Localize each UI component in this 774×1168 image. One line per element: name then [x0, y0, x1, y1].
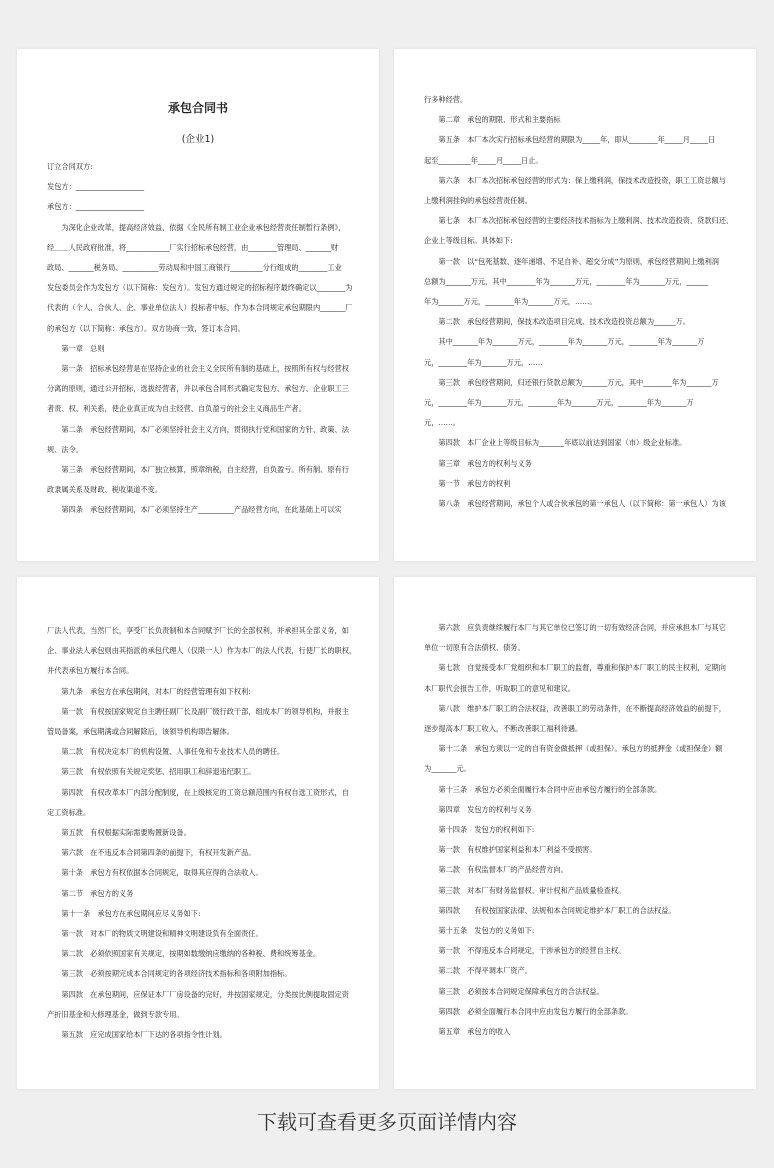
- text-line: 第三款 必须按本合同规定保障承包方的合法权益。: [438, 986, 604, 996]
- text-line: 第二条 承包经营期间，本厂必须坚持社会主义方向，贯彻执行党和国家的方针、政策、法: [61, 424, 349, 434]
- section-heading: 第二节 承包方的义务: [61, 888, 134, 898]
- text-line: 上缴利润挂钩的承包经营责任制。: [424, 196, 532, 206]
- text-line: 第一款 不得违反本合同规定，干涉承包方的经营自主权。: [438, 946, 626, 956]
- text-line: 第一款 以“包死基数、逐年递增、不足自补、超交分成”为原则，承包经营期间上缴利润: [438, 256, 719, 266]
- text-line: 第三款 对本厂有财务监督权、审计权和产品质量检查权。: [438, 885, 626, 895]
- text-line: 政隶属关系及财政、税收渠道不变。: [47, 485, 163, 495]
- text-line: 第二款 承包经营期间，保技术改造项目完成、技术改造投资总额为______万。: [438, 317, 690, 327]
- text-line: 定工资标准。: [47, 807, 91, 817]
- text-line: 第一款 有权按国家规定自主聘任副厂长及副厂级行政干部，组成本厂的领导机构，并报主: [61, 706, 349, 716]
- text-line: 产折旧基金和大修理基金，做到专款专用。: [47, 1009, 184, 1019]
- text-line: 第十一条 承包方在承包期间应尽义务如下:: [61, 908, 201, 918]
- section-heading: 第一节 承包方的权利: [438, 478, 511, 488]
- text-line: 企、事业法人承包则由其指派的承包代理人（仅限一人）作为本厂的法人代表，行使厂长的职权，: [47, 646, 357, 656]
- text-line: 第十五条 发包方的义务如下:: [438, 926, 535, 936]
- text-line: 政局、_______税务局、__________劳动局和中国工商银行_________分行组成的________工业: [47, 263, 342, 273]
- text-line: 第九条 承包方在承包期间，对本厂的经营管理有如下权利:: [61, 686, 251, 696]
- text-line: 第三款 有权依照有关规定奖惩、招用职工和辞退违纪职工。: [61, 767, 256, 777]
- text-line: 第四条 承包经营期间，本厂必须坚持生产__________产品经营方向，在此基础上可以实: [61, 505, 342, 515]
- contract-title: 承包合同书: [167, 101, 228, 115]
- text-line: 第八款 维护本厂职工的合法权益，改善职工的劳动条件，在不断提高经济效益的前提下，: [438, 703, 726, 713]
- text-line: 的承包方（以下简称：承包方）。双方协商一致，签订本合同。: [47, 323, 245, 333]
- text-line: 代表的（个人、合伙人、企、事业单位法人）投标者中标，作为本合同规定承包期限内_______厂: [47, 303, 353, 313]
- chapter-heading: 第一章 总则: [61, 343, 105, 353]
- text-line: 第三款 承包经营期间，归还银行贷款总额为_______万元，其中________年为_______万: [438, 377, 719, 387]
- text-line: 第三款 必须按期完成本合同规定的各项经济技术指标和各项附加指标。: [61, 969, 292, 979]
- text-line: 起至_________年_____月_____日止。: [424, 155, 543, 165]
- text-line: 并代表承包方履行本合同。: [47, 666, 134, 676]
- text-line: 第十三条 承包方必须全面履行本合同中应由承包方履行的全部条款。: [438, 784, 662, 794]
- text-line: 单位一切原有合法债权、债务。: [424, 643, 525, 653]
- text-line: 本厂职代会报告工作，听取职工的意见和建议。: [424, 683, 575, 693]
- chapter-heading: 第五章 承包方的收入: [438, 1027, 511, 1037]
- page-3-body: [47, 621, 357, 1045]
- text-line: 第四款 本厂企业上等级目标为_______年底以前达到国家（市）级企业标准。: [438, 438, 687, 448]
- text-line: 第一款 有权维护国家利益和本厂利益不受损害。: [438, 845, 597, 855]
- text-line: 第七款 自觉接受本厂党组织和本厂职工的监督，尊重和保护本厂职工的民主权利，定期向: [438, 663, 726, 673]
- chapter-heading: 第二章 承包的期限、形式和主要指标: [438, 115, 561, 125]
- text-line: 第五款 有权根据实际需要购置新设备。: [61, 828, 191, 838]
- text-line: 发包方：___________________: [47, 182, 145, 192]
- text-line: 为_______元。: [424, 764, 471, 774]
- text-line: 行多种经营。: [424, 95, 468, 104]
- contract-subtitle: (企业1): [181, 134, 215, 145]
- download-more-link[interactable]: 下载可查看更多页面详情内容: [257, 1110, 517, 1134]
- text-line: 第一款 对本厂的物质文明建设和精神文明建设负有全面责任。: [61, 929, 263, 939]
- text-line: 第一条 招标承包经营是在坚持企业的社会主义全民所有制的基础上，按照所有权与经营权: [61, 364, 349, 374]
- text-line: 企业上等级目标。具体如下:: [424, 236, 513, 246]
- text-line: 第四款 有权按国家法律、法规和本合同规定维护本厂职工的合法权益。: [438, 905, 676, 915]
- text-line: 第五条 本厂本次实行招标承包经营的期限为_____年，即从________年_____月_____日: [438, 135, 716, 145]
- text-line: 元，……。: [424, 418, 460, 428]
- text-line: 元，________年为_______万元，________年为_______万元，________年为_______万: [424, 398, 694, 408]
- text-line: 发包委员会作为发包方（以下简称：发包方）。发包方通过规定的招标程序最终确定以________为: [47, 283, 353, 293]
- text-line: 厂法人代表，当然厂长，享受厂长负责制和本合同赋予厂长的全部权利，并承担其全部义务，如: [47, 626, 349, 635]
- text-line: 第六款 应负责继续履行本厂与其它单位已签订的一切有效经济合同，并应承担本厂与其它: [438, 623, 726, 632]
- text-line: 订立合同双方:: [47, 162, 93, 171]
- text-line: 第二款 有权决定本厂的机构设置、人事任免和专业技术人员的聘任。: [61, 747, 285, 757]
- text-line: 第四款 必须全面履行本合同中应由发包方履行的全部条款。: [438, 1006, 633, 1016]
- page-4-body: [424, 618, 726, 1042]
- text-line: 第四款 在承包期间，应保证本厂厂房设备的完好，并按国家规定，分类按比例提取固定资: [61, 989, 349, 999]
- text-line: 第三条 承包经营期间，本厂独立核算，照章纳税，自主经营，自负盈亏。所有制、原有行: [61, 465, 349, 475]
- text-line: 管局备案，承包期满或合同解除后，该领导机构即告解体。: [47, 727, 234, 737]
- text-line: 第五款 应完成国家给本厂下达的各项指令性计划。: [61, 1030, 227, 1040]
- text-line: 元，________年为_______万元，……: [424, 357, 543, 367]
- page-2-body: [424, 90, 734, 514]
- document-page-2: [394, 49, 756, 561]
- text-line: 第二款 有权监督本厂的产品经营方向。: [438, 865, 568, 875]
- text-line: 经＿＿人民政府批准，将____________厂实行招标承包经营，由________管理局、_______财: [47, 242, 339, 252]
- text-line: 第二款 必须依照国家有关规定，按期如数缴纳应缴纳的各种税、费和统筹基金。: [61, 949, 321, 959]
- text-line: 第八条 承包经营期间，承包个人或合伙承包的第一承包人（以下简称：第一承包人）为该: [438, 499, 726, 509]
- text-line: 第四款 有权改革本厂内部分配制度，在上级核定的工资总额范围内有权自选工资形式，自: [61, 787, 349, 797]
- text-line: 其中_______年为_______万元，________年为_______万元，________年为_______万: [438, 337, 705, 347]
- text-line: 第六款 在不违反本合同第四条的前提下，有权开发新产品。: [61, 848, 256, 858]
- text-line: 承包方：___________________: [47, 202, 145, 212]
- text-line: 第十四条 发包方的权利如下:: [438, 825, 535, 835]
- document-page-1: [17, 49, 379, 561]
- text-line: 为深化企业改革，提高经济效益，依据《全民所有制工业企业承包经营责任制暂行条例》，: [61, 222, 346, 232]
- text-line: 规、法令。: [47, 444, 83, 454]
- text-line: 总额为_______万元，其中________年为_______万元，________年为_______万元，______: [424, 276, 708, 286]
- document-page-4: [394, 577, 756, 1089]
- text-line: 分离的原则，通过公开招标，选拔经营者，并以承包合同形式确定发包方、承包方、企业职工三: [47, 384, 349, 394]
- text-line: 第六条 本厂本次招标承包经营的形式为：保上缴利润，保技术改造投资，职工工资总额与: [438, 175, 726, 185]
- text-line: 第十二条 承包方须以一定的自有资金做抵押（或担保）。承包方的抵押金（或担保金）额: [438, 744, 723, 754]
- chapter-heading: 第三章 承包方的权利与义务: [438, 458, 532, 468]
- text-line: 年为_______万元，________年为_______万元，……。: [424, 297, 597, 307]
- page-1-body: [47, 157, 353, 521]
- chapter-heading: 第四章 发包方的权利与义务: [438, 804, 532, 814]
- text-line: 者责、权、利关系，使企业真正成为自主经营、自负盈亏的社会主义商品生产者。: [47, 404, 306, 414]
- text-line: 第二款 不得平调本厂资产。: [438, 966, 532, 976]
- text-line: 第七条 本厂本次招标承包经营的主要经济技术指标为上缴利润、技术改造投资、贷款归还、: [438, 216, 734, 226]
- text-line: 第十条 承包方有权依据本合同规定，取得其应得的合法收入。: [61, 868, 263, 878]
- text-line: 逐步提高本厂职工收入，不断改善职工福利待遇。: [424, 724, 583, 734]
- document-page-3: [17, 577, 379, 1089]
